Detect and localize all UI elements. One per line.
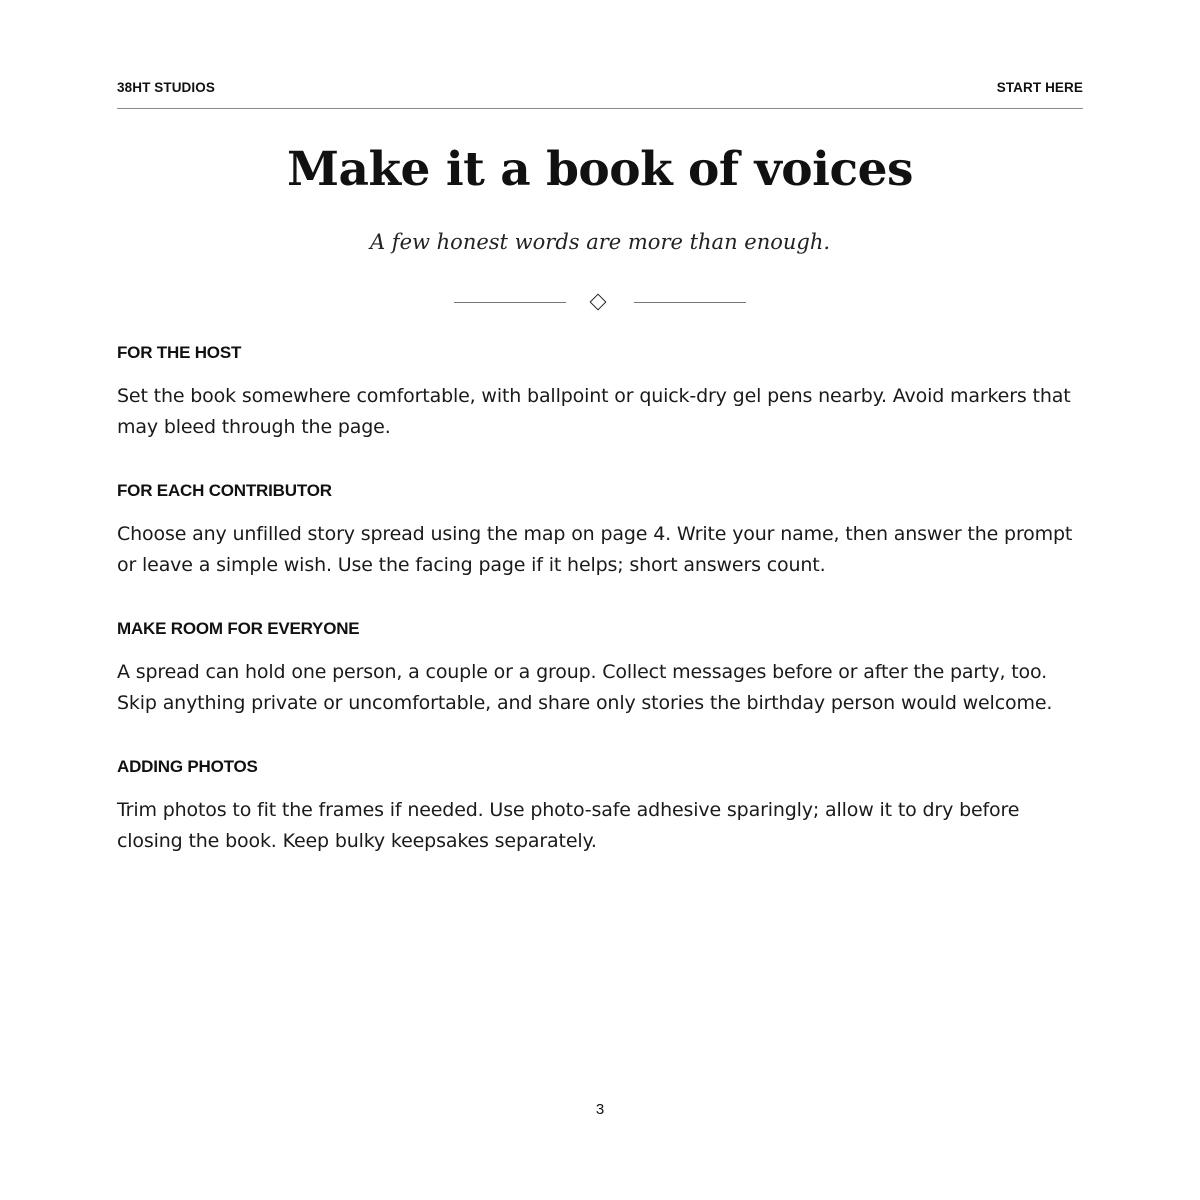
section-adding-photos: [117, 754, 1085, 856]
section-marker: START HERE: [996, 79, 1083, 95]
section-body: Trim photos to fit the frames if needed. Use photo-safe adhesive sparingly; allow it to dry before closing the book. Keep bulky keepsakes separately.: [117, 799, 1020, 852]
ornament-divider: [454, 294, 746, 312]
section-heading: FOR EACH CONTRIBUTOR: [117, 481, 332, 500]
page-title: Make it a book of voices: [287, 142, 913, 197]
section-heading: FOR THE HOST: [117, 343, 242, 362]
section-heading: ADDING PHOTOS: [117, 757, 258, 776]
running-header: [117, 77, 1083, 97]
section-for-each-contributor: [117, 478, 1085, 580]
page-subtitle: A few honest words are more than enough.: [369, 230, 831, 254]
section-make-room-for-everyone: [117, 616, 1085, 718]
page-number: 3: [595, 1101, 605, 1118]
section-heading: MAKE ROOM FOR EVERYONE: [117, 619, 360, 638]
diamond-icon: [590, 294, 607, 311]
section-for-the-host: [117, 340, 1085, 442]
ornament-rule-left: [454, 302, 566, 303]
ornament-rule-right: [634, 302, 746, 303]
section-body: Set the book somewhere comfortable, with ballpoint or quick-dry gel pens nearby. Avoid markers that may bleed through the page.: [117, 385, 1071, 438]
header-divider: [117, 108, 1083, 109]
brand-label: 38HT STUDIOS: [117, 79, 215, 95]
section-body: A spread can hold one person, a couple or a group. Collect messages before or after the party, too. Skip anything private or uncomfortable, and share only stories the birthday person would welcome.: [117, 661, 1053, 714]
instructions-content: [117, 340, 1085, 892]
section-body: Choose any unfilled story spread using the map on page 4. Write your name, then answer the prompt or leave a simple wish. Use the facing page if it helps; short answers count.: [117, 523, 1073, 576]
